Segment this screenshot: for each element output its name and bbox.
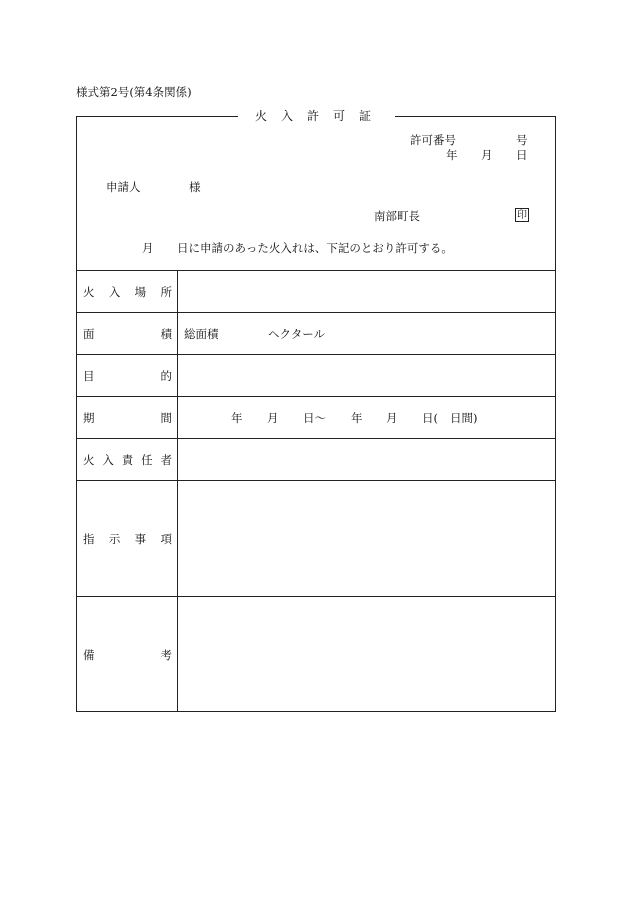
applicant-label: 申請人 [106,180,141,194]
date-day: 日 [516,148,528,162]
period-days: 日間) [450,411,478,425]
statement-month: 月 [142,241,154,255]
period-end-year: 年 [351,411,363,425]
form-label: 様式第2号(第4条関係) [76,85,192,99]
label-instructions: 指 示 事 項 [83,532,172,546]
issuer-name: 南部町長 [374,209,420,223]
row-divider [76,438,556,439]
label-fire-responsible: 火 入 責 任 者 [83,453,172,467]
column-divider [177,270,178,712]
permit-number-suffix: 号 [516,133,528,147]
form-title: 火入許可証 [238,109,395,123]
label-period: 期 間 [83,411,172,425]
row-divider [76,354,556,355]
date-year: 年 [446,148,458,162]
label-purpose: 目 的 [83,369,172,383]
applicant-honorific: 様 [189,180,201,194]
period-end-month: 月 [386,411,398,425]
row-divider [76,596,556,597]
period-start-year: 年 [231,411,243,425]
label-fire-place: 火 入 場 所 [83,285,172,299]
area-total-label: 総面積 [184,327,219,341]
row-divider [76,396,556,397]
label-area: 面 積 [83,327,172,341]
statement-text: 日に申請のあった火入れは、下記のとおり許可する。 [177,241,453,255]
period-start-month: 月 [267,411,279,425]
area-unit: ヘクタール [268,327,326,341]
label-remarks: 備 考 [83,648,172,662]
period-end-day: 日( [422,411,438,425]
row-divider [76,270,556,271]
seal-stamp: 印 [517,210,527,221]
row-divider [76,480,556,481]
row-divider [76,312,556,313]
date-month: 月 [481,148,493,162]
permit-number-label: 許可番号 [410,133,456,147]
period-start-day: 日〜 [303,411,326,425]
